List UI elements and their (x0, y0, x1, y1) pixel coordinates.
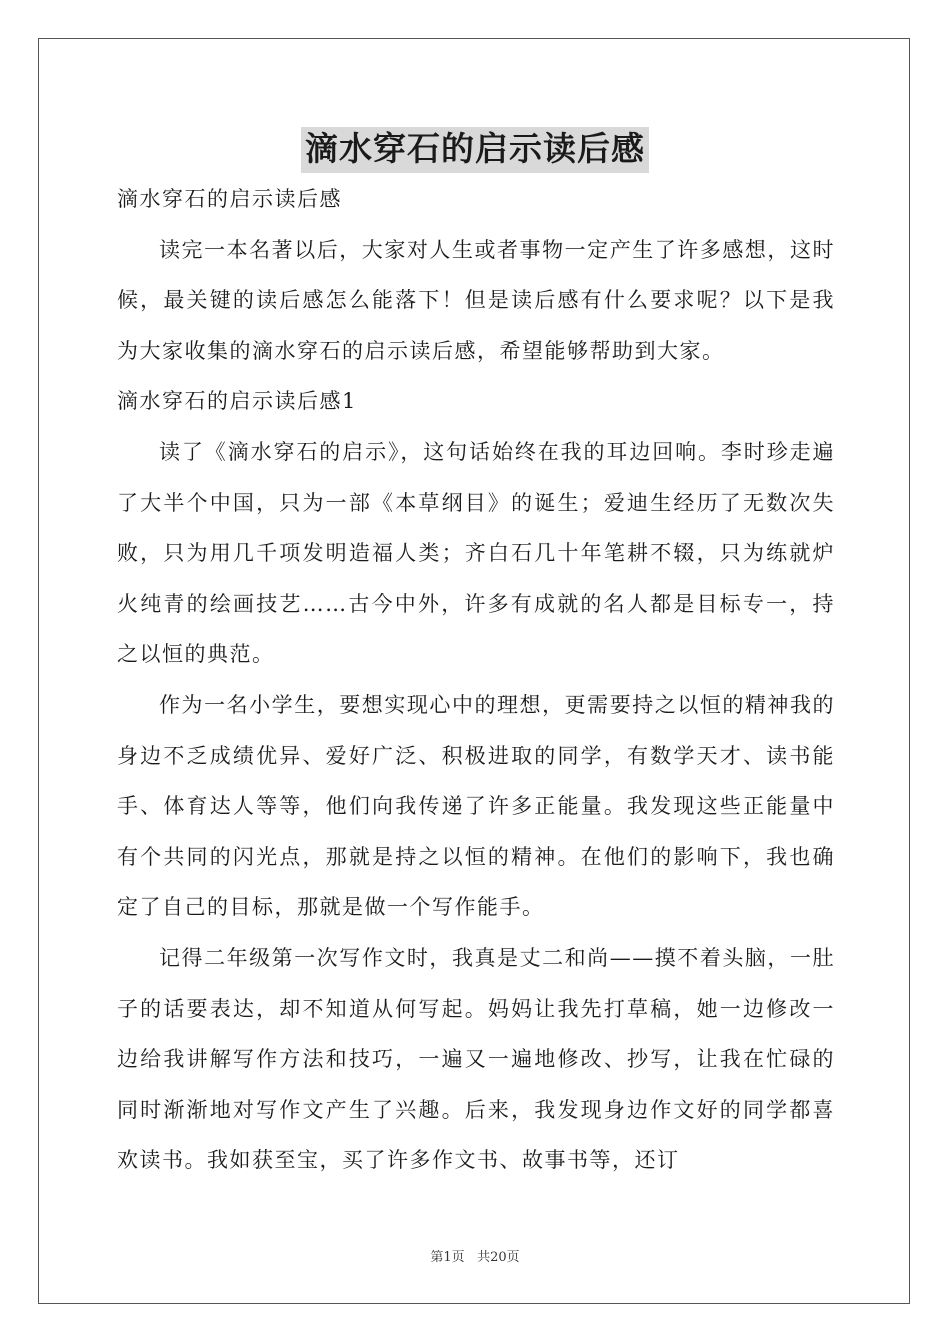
intro-paragraph: 读完一本名著以后，大家对人生或者事物一定产生了许多感想，这时候，最关键的读后感怎么能落下！但是读后感有什么要求呢？以下是我为大家收集的滴水穿石的启示读后感，希望能够帮助到大家。 (117, 237, 835, 363)
document-body (117, 174, 835, 1186)
page-number: 第1页 (430, 1250, 465, 1265)
body-paragraph: 记得二年级第一次写作文时，我真是丈二和尚——摸不着头脑，一肚子的话要表达，却不知道从何写起。妈妈让我先打草稿，她一边修改一边给我讲解写作方法和技巧，一遍又一遍地修改、抄写，让我在忙碌的同时渐渐地对写作文产生了兴趣。后来，我发现身边作文好的同学都喜欢读书。我如获至宝，买了许多作文书、故事书等，还订 (117, 945, 835, 1173)
subtitle-line: 滴水穿石的启示读后感 (117, 187, 342, 211)
page-total: 共20页 (477, 1250, 520, 1265)
section-heading: 滴水穿石的启示读后感1 (117, 389, 357, 414)
document-title: 滴水穿石的启示读后感 (301, 127, 649, 173)
body-paragraph: 作为一名小学生，要想实现心中的理想，更需要持之以恒的精神我的身边不乏成绩优异、爱好广泛、积极进取的同学，有数学天才、读书能手、体育达人等等，他们向我传递了许多正能量。我发现这些正能量中有个共同的闪光点，那就是持之以恒的精神。在他们的影响下，我也确定了自己的目标，那就是做一个写作能手。 (117, 692, 835, 920)
body-paragraph: 读了《滴水穿石的启示》，这句话始终在我的耳边回响。李时珍走遍了大半个中国，只为一部《本草纲目》的诞生；爱迪生经历了无数次失败，只为用几千项发明造福人类；齐白石几十年笔耕不辍，只为练就炉火纯青的绘画技艺……古今中外，许多有成就的名人都是目标专一，持之以恒的典范。 (117, 439, 835, 667)
title-container (0, 127, 950, 173)
page-footer (0, 1246, 950, 1265)
